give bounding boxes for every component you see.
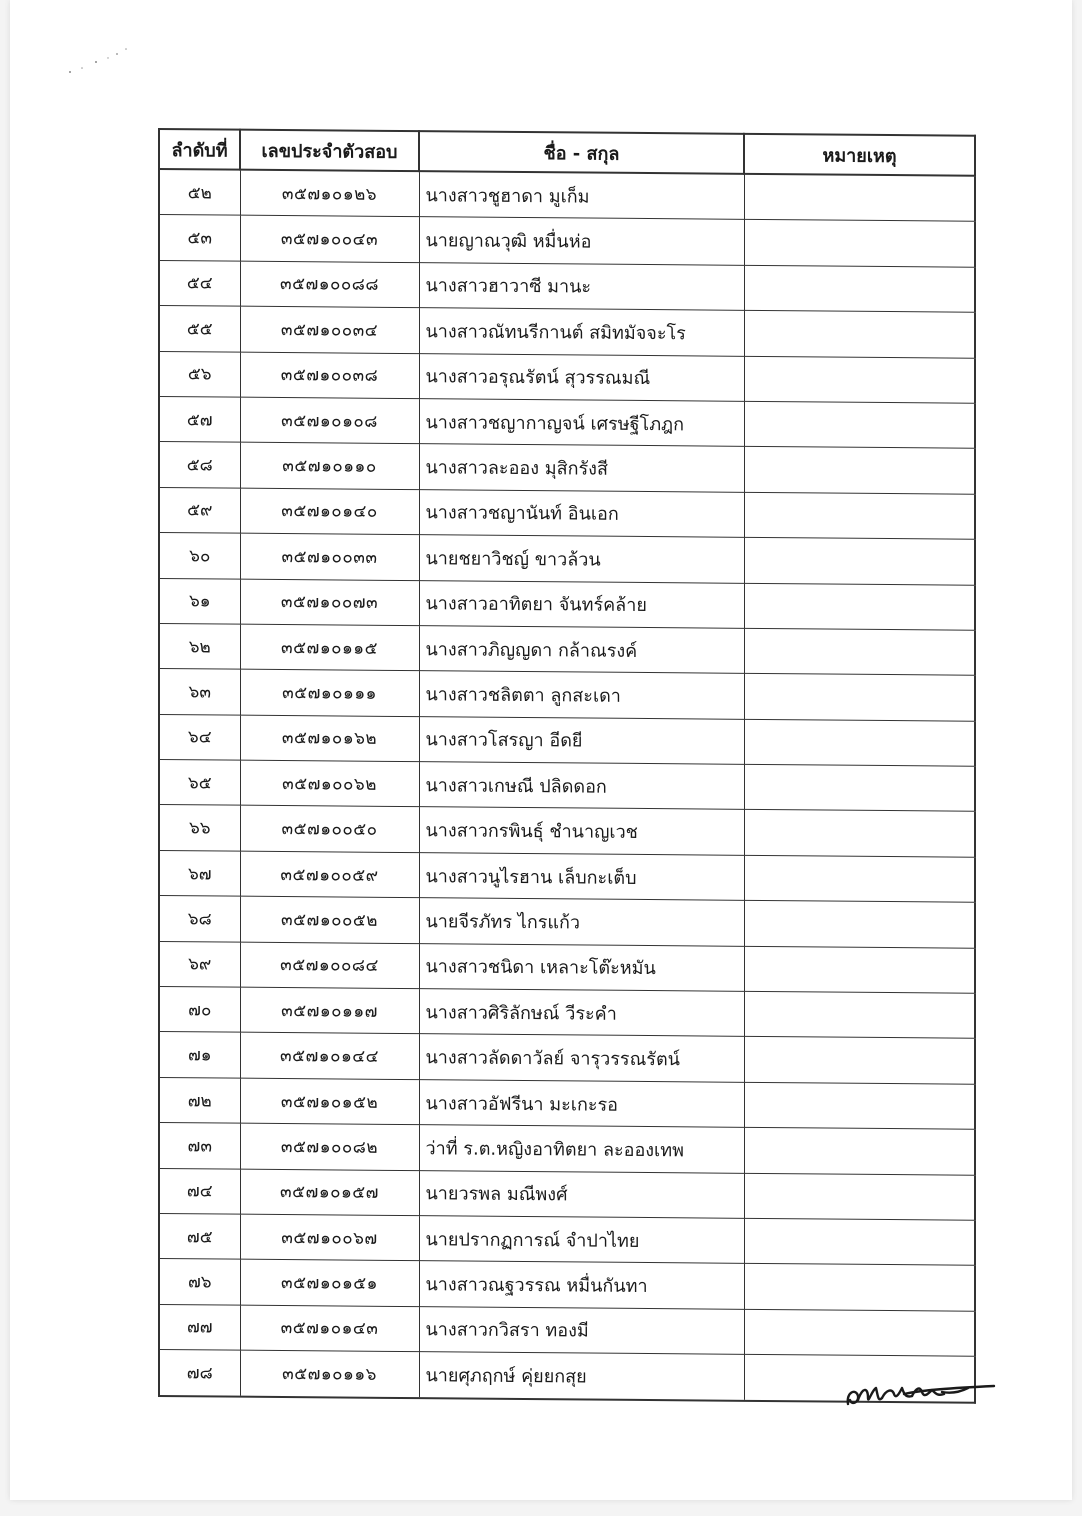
row-sequence: ๗๔ (159, 1168, 240, 1214)
row-exam-id: ๓๕๗๑๐๐๖๗ (240, 1214, 419, 1261)
row-exam-id: ๓๕๗๑๐๐๓๔ (240, 306, 419, 353)
row-exam-id: ๓๕๗๑๐๑๖๒ (240, 715, 419, 762)
row-sequence: ๖๘ (159, 896, 240, 942)
row-sequence: ๕๘ (159, 442, 240, 488)
row-exam-id: ๓๕๗๑๐๑๒๖ (240, 170, 419, 217)
row-name: นางสาวอัฟรีนา มะเกะรอ (419, 1079, 744, 1127)
table-row (159, 896, 975, 948)
row-remark (744, 447, 975, 494)
row-exam-id: ๓๕๗๑๐๐๘๔ (240, 942, 419, 989)
table-row (159, 487, 975, 539)
row-sequence: ๕๓ (159, 215, 240, 261)
table-body (159, 169, 975, 1402)
row-name: นางสาวฮาวาซี มานะ (419, 262, 744, 310)
row-sequence: ๖๖ (159, 805, 240, 851)
table-row (159, 669, 975, 721)
table-row (159, 1077, 975, 1129)
row-name: นางสาวอรุณรัตน์ สุวรรณมณี (419, 353, 744, 401)
row-sequence: ๕๗ (159, 396, 240, 442)
row-sequence: ๗๓ (159, 1123, 240, 1169)
row-sequence: ๕๙ (159, 487, 240, 533)
row-exam-id: ๓๕๗๑๐๑๕๒ (240, 1078, 419, 1125)
table-row (159, 1123, 975, 1175)
row-name: นายปรากฏการณ์ จำปาไทย (419, 1216, 744, 1264)
row-exam-id: ๓๕๗๑๐๑๑๐ (240, 443, 419, 490)
row-name: นางสาวอาทิตยา จันทร์คล้าย (419, 580, 744, 628)
row-remark (744, 1309, 975, 1356)
row-exam-id: ๓๕๗๑๐๐๓๓ (240, 533, 419, 580)
row-sequence: ๖๔ (159, 714, 240, 760)
row-sequence: ๗๖ (159, 1259, 240, 1305)
row-name: นางสาวภิญญดา กล้าณรงค์ (419, 626, 744, 674)
table-row (159, 442, 975, 494)
row-exam-id: ๓๕๗๑๐๐๓๘ (240, 352, 419, 399)
row-remark (744, 492, 975, 539)
row-name: นางสาวชญานันท์ อินเอก (419, 489, 744, 537)
row-remark (744, 674, 975, 721)
row-exam-id: ๓๕๗๑๐๑๑๗ (240, 987, 419, 1034)
row-name: นายศุภฤกษ์ คุ่ยยกสุย (419, 1352, 744, 1401)
row-sequence: ๖๒ (159, 623, 240, 669)
row-name: นางสาวกวิสรา ทองมี (419, 1306, 744, 1354)
table-row (159, 941, 975, 993)
header-exam-id: เลขประจำตัวสอบ (240, 130, 419, 171)
table-row (159, 1168, 975, 1220)
row-remark (744, 764, 975, 811)
row-exam-id: ๓๕๗๑๐๐๕๙ (240, 851, 419, 898)
row-name: นางสาวกรพินธุ์ ชำนาญเวช (419, 807, 744, 855)
row-remark (744, 265, 975, 312)
table-row (159, 578, 975, 630)
row-name: นางสาวละออง มุสิกรังสี (419, 444, 744, 492)
row-sequence: ๕๔ (159, 260, 240, 306)
row-name: นางสาวชนิดา เหลาะโต๊ะหมัน (419, 943, 744, 991)
row-sequence: ๗๑ (159, 1032, 240, 1078)
row-name: นางสาวณฐวรรณ หมื่นกันทา (419, 1261, 744, 1309)
table-row (159, 396, 975, 448)
table-row (159, 805, 975, 857)
table-row (159, 714, 975, 766)
row-sequence: ๗๕ (159, 1213, 240, 1259)
row-exam-id: ๓๕๗๑๐๑๑๖ (240, 1350, 419, 1397)
table-row (159, 1213, 975, 1265)
row-remark (744, 946, 975, 993)
row-remark (744, 1173, 975, 1220)
document-page (10, 0, 1072, 1500)
table-row (159, 987, 975, 1039)
row-name: นางสาวโสรญา อีดยี (419, 716, 744, 764)
row-remark (744, 537, 975, 584)
row-remark (744, 855, 975, 902)
handwritten-signature-icon (842, 1370, 1002, 1420)
row-name: นางสาวลัดดาวัลย์ จารุวรรณรัตน์ (419, 1034, 744, 1082)
row-remark (744, 901, 975, 948)
row-name: นางสาวณัทนรีกานต์ สมิทมัจจะโร (419, 308, 744, 356)
row-sequence: ๖๙ (159, 941, 240, 987)
row-remark (744, 1082, 975, 1129)
row-sequence: ๖๕ (159, 760, 240, 806)
table-row (159, 1032, 975, 1084)
row-sequence: ๖๓ (159, 669, 240, 715)
scan-specks (60, 40, 150, 80)
row-name: นายญาณวุฒิ หมื่นห่อ (419, 217, 744, 265)
table-row (159, 1259, 975, 1311)
header-remark: หมายเหตุ (744, 134, 975, 176)
row-remark (744, 220, 975, 267)
row-sequence: ๗๒ (159, 1077, 240, 1123)
row-exam-id: ๓๕๗๑๐๐๘๘ (240, 261, 419, 308)
row-name: นายจีรภัทร ไกรแก้ว (419, 898, 744, 946)
row-sequence: ๕๒ (159, 169, 240, 216)
table-row (159, 169, 975, 222)
row-exam-id: ๓๕๗๑๐๐๔๓ (240, 216, 419, 263)
row-remark (744, 1128, 975, 1175)
row-sequence: ๗๘ (159, 1350, 240, 1397)
row-sequence: ๗๐ (159, 987, 240, 1033)
table-row (159, 306, 975, 358)
table-row (159, 623, 975, 675)
header-sequence: ลำดับที่ (159, 129, 240, 170)
row-sequence: ๕๖ (159, 351, 240, 397)
row-name: นางสาวศิริลักษณ์ วีระคำ (419, 989, 744, 1037)
table-row (159, 533, 975, 585)
row-remark (744, 1264, 975, 1311)
row-exam-id: ๓๕๗๑๐๑๔๓ (240, 1305, 419, 1352)
row-remark (744, 991, 975, 1038)
row-name: นางสาวชญากาญจน์ เศรษฐีโภฎก (419, 399, 744, 447)
row-exam-id: ๓๕๗๑๐๑๑๑ (240, 669, 419, 716)
row-name: นางสาวชลิตตา ลูกสะเดา (419, 671, 744, 719)
candidate-table (158, 128, 976, 1403)
row-name: นายชยาวิชญ์ ขาวล้วน (419, 535, 744, 583)
row-remark (744, 356, 975, 403)
row-remark (744, 719, 975, 766)
row-sequence: ๕๕ (159, 306, 240, 352)
row-exam-id: ๓๕๗๑๐๑๔๐ (240, 488, 419, 535)
row-exam-id: ๓๕๗๑๐๑๕๗ (240, 1169, 419, 1216)
row-exam-id: ๓๕๗๑๐๐๘๒ (240, 1123, 419, 1170)
row-name: นางสาวนูไรฮาน เล็บกะเต็บ (419, 853, 744, 901)
row-name: นายวรพล มณีพงศ์ (419, 1170, 744, 1218)
table-row (159, 850, 975, 902)
row-remark (744, 401, 975, 448)
row-exam-id: ๓๕๗๑๐๐๖๒ (240, 760, 419, 807)
table-row (159, 1304, 975, 1356)
row-name: นางสาวเกษณี ปลิดดอก (419, 762, 744, 810)
row-exam-id: ๓๕๗๑๐๑๔๔ (240, 1033, 419, 1080)
row-sequence: ๗๗ (159, 1304, 240, 1350)
row-remark (744, 1037, 975, 1084)
row-exam-id: ๓๕๗๑๐๑๕๑ (240, 1260, 419, 1307)
row-exam-id: ๓๕๗๑๐๑๑๕ (240, 624, 419, 671)
row-remark (744, 1218, 975, 1265)
row-exam-id: ๓๕๗๑๐๐๗๓ (240, 579, 419, 626)
table-header-row (159, 129, 975, 176)
row-sequence: ๖๗ (159, 850, 240, 896)
table-row (159, 260, 975, 312)
row-remark (744, 310, 975, 357)
row-sequence: ๖๐ (159, 533, 240, 579)
row-name: ว่าที่ ร.ต.หญิงอาทิตยา ละอองเทพ (419, 1125, 744, 1173)
row-name: นางสาวชูฮาดา มูเก็ม (419, 171, 744, 220)
table-row (159, 760, 975, 812)
row-remark (744, 583, 975, 630)
row-remark (744, 810, 975, 857)
row-remark (744, 628, 975, 675)
table-row (159, 215, 975, 267)
row-remark (744, 174, 975, 222)
row-exam-id: ๓๕๗๑๐๐๕๐ (240, 806, 419, 853)
row-sequence: ๖๑ (159, 578, 240, 624)
header-name: ชื่อ - สกุล (419, 131, 744, 174)
row-exam-id: ๓๕๗๑๐๐๕๒ (240, 896, 419, 943)
row-exam-id: ๓๕๗๑๐๑๐๘ (240, 397, 419, 444)
table-row (159, 351, 975, 403)
